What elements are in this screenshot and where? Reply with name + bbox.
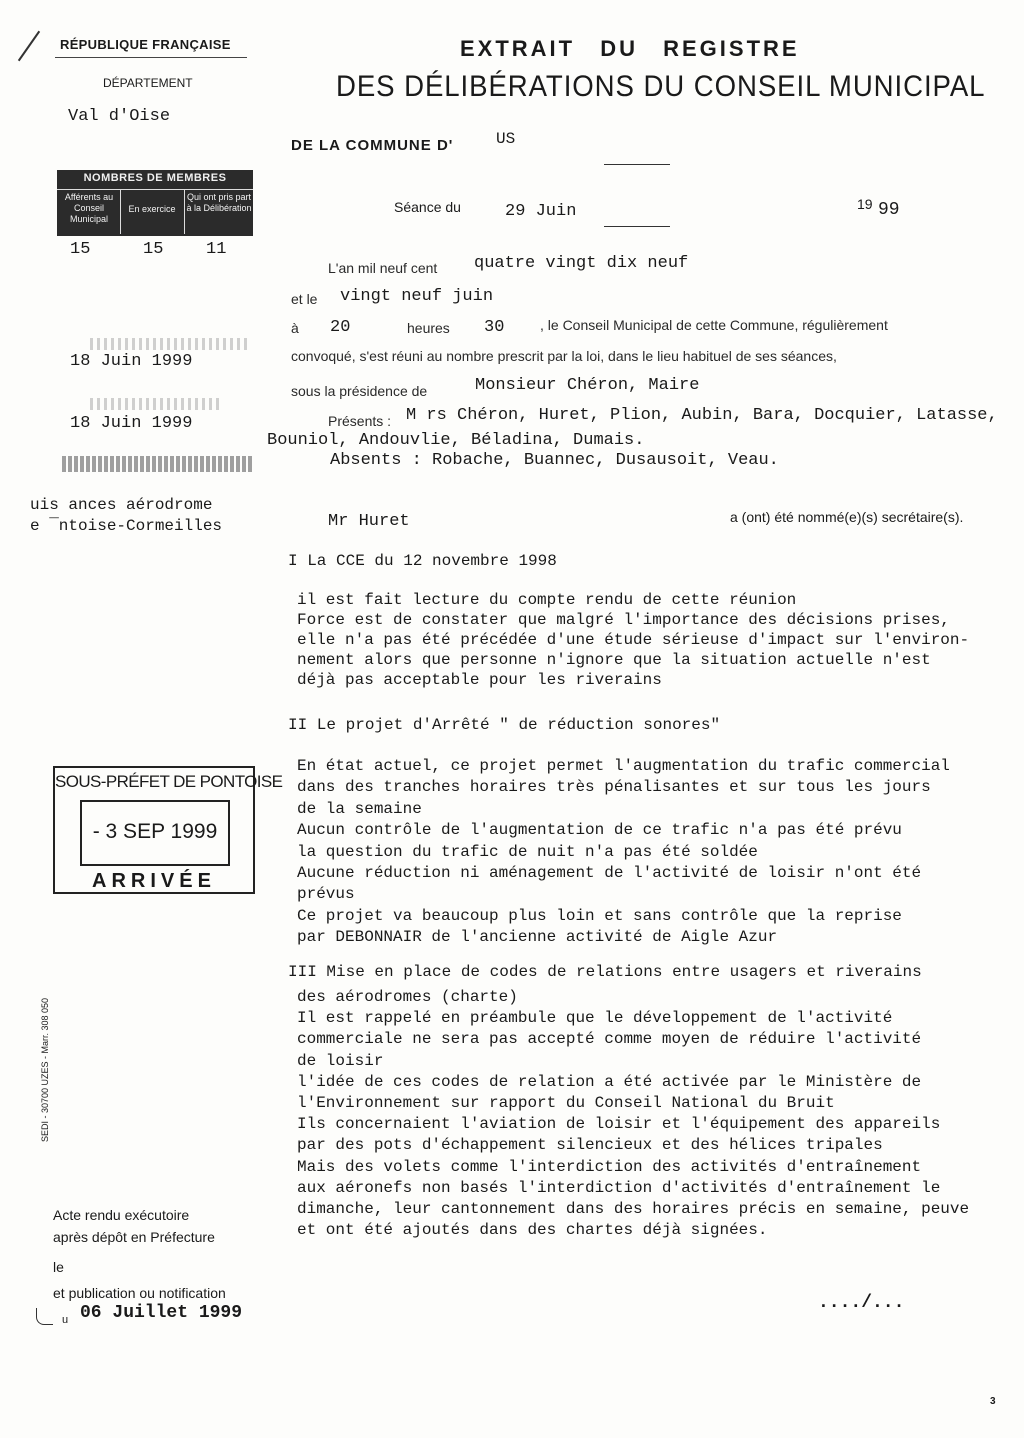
- section-1-line: déjà pas acceptable pour les riverains: [297, 671, 662, 689]
- secretary-label: a (ont) été nommé(e)(s) secrétaire(s).: [730, 509, 964, 525]
- document-subtitle: DES DÉLIBÉRATIONS DU CONSEIL MUNICIPAL: [336, 70, 986, 103]
- section-3-line: Ils concernaient l'aviation de loisir et l'équipement des appareils: [297, 1115, 941, 1134]
- an-value: quatre vingt dix neuf: [474, 254, 689, 273]
- section-2-body: [297, 756, 950, 949]
- section-1-line: nement alors que personne n'ignore que la situation actuelle n'est: [297, 651, 931, 669]
- section-3-line: et ont été ajoutés dans des chartes déjà signées.: [297, 1221, 768, 1240]
- section-2-line: Ce projet va beaucoup plus loin et sans contrôle que la reprise: [297, 906, 902, 925]
- acte-bracket: [36, 1308, 53, 1325]
- conseil-text: , le Conseil Municipal de cette Commune, régulièrement: [540, 317, 888, 333]
- faded-stamp: [90, 338, 250, 350]
- document-title: EXTRAIT DU REGISTRE: [460, 36, 800, 61]
- members-box: [57, 170, 253, 236]
- section-2-line: la question du trafic de nuit n'a pas été soldée: [297, 842, 758, 861]
- departement-value: Val d'Oise: [68, 107, 171, 126]
- section-1-heading: I La CCE du 12 novembre 1998: [288, 552, 557, 570]
- section-2-line: par DEBONNAIR de l'ancienne activité de Aigle Azur: [297, 928, 778, 947]
- section-1-line: il est fait lecture du compte rendu de cette réunion: [297, 591, 797, 609]
- printer-mark: SEDI - 30700 UZES - Marr. 308 050: [40, 997, 50, 1143]
- nuisances-line-1: uis ances aérodrome: [30, 496, 213, 514]
- commune-value: US: [496, 130, 516, 148]
- acte-depot-label: après dépôt en Préfecture: [53, 1229, 215, 1245]
- members-col-exercice: En exercice: [128, 204, 176, 214]
- republique-label: RÉPUBLIQUE FRANÇAISE: [60, 37, 231, 52]
- commune-rule: [604, 164, 670, 165]
- section-3-line: Mais des volets comme l'interdiction des activités d'entraînement: [297, 1157, 922, 1176]
- section-3-line: des aérodromes (charte): [297, 988, 518, 1006]
- hour-value: 20: [330, 318, 351, 337]
- acte-date: 06 Juillet 1999: [80, 1303, 243, 1323]
- section-3-line: commerciale ne sera pas accepté comme moyen de réduire l'activité: [297, 1030, 922, 1049]
- arrivee-stamp-label: ARRIVÉE: [92, 870, 216, 892]
- acte-executoire-label: Acte rendu exécutoire: [53, 1207, 190, 1223]
- presidence-label: sous la présidence de: [291, 383, 428, 399]
- section-2-heading: II Le projet d'Arrêté " de réduction sonores": [288, 716, 721, 734]
- section-2-line: de la semaine: [297, 799, 422, 818]
- minutes-value: 30: [484, 318, 505, 337]
- nuisances-line-2: e ¯ntoise-Cormeilles: [30, 517, 223, 535]
- faded-stamp: [62, 456, 252, 472]
- faded-stamp: [90, 398, 220, 410]
- members-value-deliberation: 11: [206, 240, 227, 259]
- president-value: Monsieur Chéron, Maire: [475, 376, 700, 395]
- secretary-name: Mr Huret: [328, 512, 410, 531]
- presents-label: Présents :: [328, 413, 392, 429]
- stamp-date-transmitted: 18 Juin 1999: [70, 414, 193, 433]
- members-col-divider: [184, 190, 185, 234]
- members-col-deliberation: Qui ont pris part à la Délibération: [186, 192, 252, 213]
- seance-date: 29 Juin: [505, 202, 577, 221]
- members-value-afferents: 15: [70, 240, 91, 259]
- section-3-line: aux aéronefs non basés l'interdiction d'activités d'entraînement le: [297, 1178, 941, 1197]
- section-2-line: prévus: [297, 885, 355, 904]
- an-label: L'an mil neuf cent: [328, 260, 438, 276]
- arrivee-stamp: [53, 766, 283, 894]
- et-label: et le: [291, 291, 318, 307]
- republique-underline: [55, 57, 247, 58]
- acte-publication-label: et publication ou notification: [53, 1285, 226, 1301]
- section-3-line: dimanche, leur cantonnement dans des horaires précis en semaine, peuve: [297, 1200, 970, 1219]
- year-suffix: 99: [878, 200, 900, 220]
- stamp-date-received: 18 Juin 1999: [70, 352, 193, 371]
- commune-label: DE LA COMMUNE D': [291, 137, 454, 154]
- margin-mark: [18, 31, 40, 62]
- page-number: 3: [990, 1396, 996, 1407]
- convoque-text: convoqué, s'est réuni au nombre prescrit par la loi, dans le lieu habituel de ses séances,: [291, 348, 837, 364]
- members-title-divider: [57, 189, 253, 190]
- members-col-afferents: Afférents au Conseil Municipal: [64, 192, 114, 224]
- arrivee-stamp-date: - 3 SEP 1999: [92, 820, 218, 843]
- section-1-line: Force est de constater que malgré l'importance des décisions prises,: [297, 611, 950, 629]
- section-3-line: l'idée de ces codes de relation a été activée par le Ministère de: [297, 1072, 922, 1091]
- section-2-line: En état actuel, ce projet permet l'augmentation du trafic commercial: [297, 757, 950, 775]
- arrivee-stamp-office: SOUS-PRÉFET DE PONTOISE: [55, 772, 283, 791]
- seance-rule: [604, 226, 670, 227]
- section-3-heading: III Mise en place de codes de relations entre usagers et riverains: [288, 963, 922, 981]
- departement-label: DÉPARTEMENT: [103, 76, 193, 90]
- section-2-line: Aucune réduction ni aménagement de l'activité de loisir n'ont été: [297, 864, 922, 883]
- year-prefix: 19: [857, 196, 873, 212]
- members-title: NOMBRES DE MEMBRES: [83, 172, 227, 184]
- section-3-line: Il est rappelé en préambule que le développement de l'activité: [297, 1009, 893, 1028]
- absents-list: Absents : Robache, Buannec, Dusausoit, Veau.: [330, 451, 779, 470]
- presents-list: M rs Chéron, Huret, Plion, Aubin, Bara, Docquier, Latasse,: [406, 406, 998, 425]
- section-3-line: par des pots d'échappement silencieux et des hélices tripales: [297, 1136, 883, 1155]
- acte-prefix: u: [62, 1314, 69, 1326]
- section-1-line: elle n'a pas été précédée d'une étude sérieuse d'impact sur l'environ-: [297, 631, 970, 649]
- section-3-line: de loisir: [297, 1051, 384, 1070]
- heures-label: heures: [407, 320, 450, 336]
- section-1-body: [297, 590, 969, 690]
- section-2-line: Aucun contrôle de l'augmentation de ce trafic n'a pas été prévu: [297, 821, 902, 840]
- seance-label: Séance du: [394, 199, 461, 215]
- acte-le-label: le: [53, 1259, 64, 1275]
- arrivee-stamp-inner: [80, 800, 230, 866]
- et-value: vingt neuf juin: [340, 287, 494, 306]
- section-3-body: [297, 987, 969, 1241]
- presents-list-continued: Bouniol, Andouvlie, Béladina, Dumais.: [267, 431, 645, 450]
- section-2-line: dans des tranches horaires très pénalisantes et sur tous les jours: [297, 778, 931, 797]
- continuation-mark: ..../...: [818, 1293, 905, 1313]
- a-label: à: [291, 320, 299, 336]
- section-3-line: l'Environnement sur rapport du Conseil National du Bruit: [297, 1094, 835, 1113]
- members-value-exercice: 15: [143, 240, 164, 259]
